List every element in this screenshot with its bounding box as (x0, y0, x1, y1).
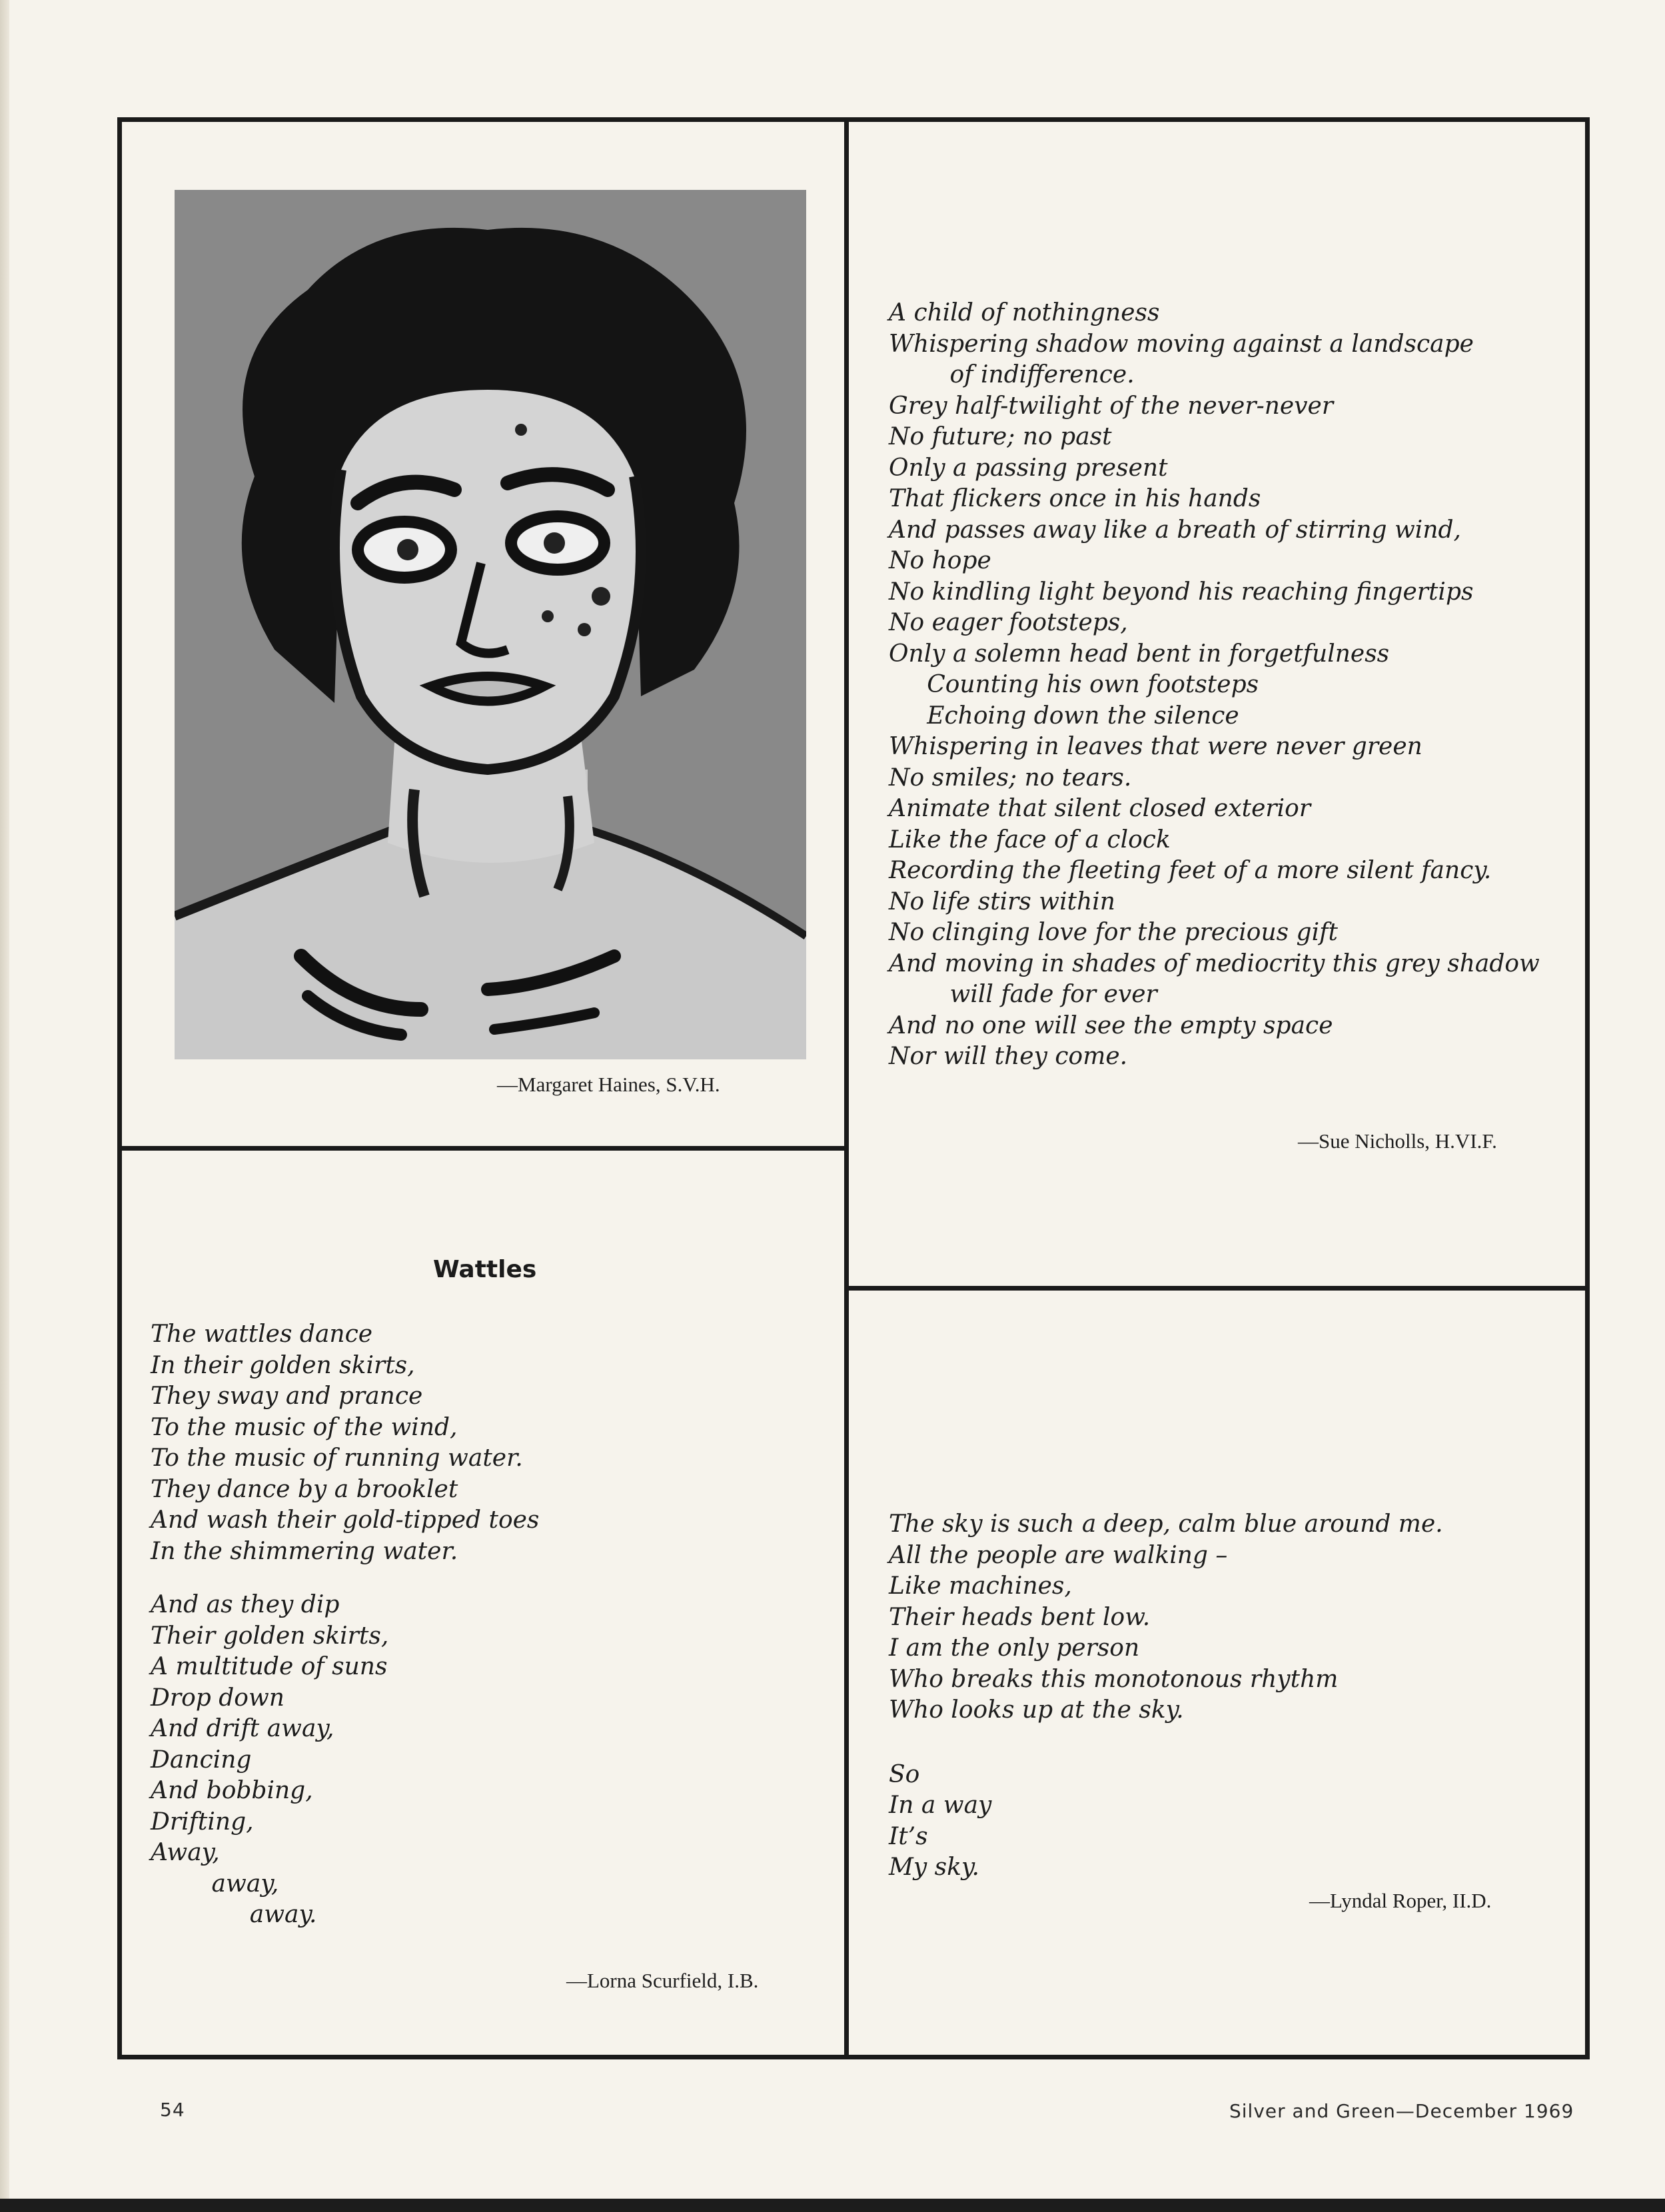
poem-line: Their golden skirts, (151, 1622, 389, 1650)
poem-line: It’s (889, 1822, 928, 1850)
poem-line: Grey half-twilight of the never-never (889, 392, 1334, 420)
poem-line: And bobbing, (151, 1777, 313, 1804)
poem-line: They dance by a brooklet (151, 1475, 458, 1503)
poem-line: Like machines, (889, 1572, 1072, 1600)
poem-sky-credit: —Lyndal Roper, II.D. (1309, 1889, 1492, 1912)
poem-line: Drifting, (151, 1808, 254, 1836)
artwork-credit: —Margaret Haines, S.V.H. (497, 1073, 720, 1096)
poem-sky (889, 1509, 1443, 1884)
poem-wattles-credit: —Lorna Scurfield, I.B. (566, 1969, 759, 1992)
column-divider (844, 117, 849, 2059)
poem-line: of indifference. (889, 361, 1135, 388)
poem-line: In a way (889, 1792, 992, 1819)
poem-line: Who looks up at the sky. (889, 1696, 1184, 1724)
poem-line: And drift away, (151, 1715, 334, 1742)
poem-line: Whispering shadow moving against a landscape (889, 330, 1474, 358)
poem-line: Only a solemn head bent in forgetfulness (889, 640, 1390, 668)
poem-line: In their golden skirts, (151, 1351, 415, 1379)
poem-top-right (889, 298, 1540, 1073)
poem-line: Echoing down the silence (889, 702, 1239, 730)
poem-line: To the music of running water. (151, 1444, 523, 1472)
poem-line: No smiles; no tears. (889, 764, 1132, 792)
stanza-break (151, 1567, 539, 1590)
publication-footer: Silver and Green—December 1969 (1229, 2100, 1574, 2122)
poem-line: All the people are walking – (889, 1541, 1228, 1569)
poem-line: Animate that silent closed exterior (889, 795, 1311, 822)
poem-line: No life stirs within (889, 887, 1115, 915)
poem-line: The sky is such a deep, calm blue around me. (889, 1510, 1443, 1538)
poem-line: To the music of the wind, (151, 1413, 458, 1441)
stanza-break (889, 1726, 1443, 1760)
poem-line: Whispering in leaves that were never green (889, 733, 1422, 760)
poem-line: A multitude of suns (151, 1653, 388, 1680)
poem-line: Recording the fleeting feet of a more silent fancy. (889, 857, 1492, 884)
poem-line: In the shimmering water. (151, 1537, 458, 1565)
poem-line: away. (151, 1901, 317, 1928)
portrait-drawing (175, 190, 806, 1059)
poem-line: No clinging love for the precious gift (889, 919, 1338, 946)
poem-line: Counting his own footsteps (889, 671, 1259, 698)
poem-line: The wattles dance (151, 1321, 373, 1348)
poem-line: And passes away like a breath of stirring wind, (889, 516, 1461, 544)
poem-line: Away, (151, 1839, 220, 1866)
poem-line: Only a passing present (889, 454, 1168, 482)
poem-line: And moving in shades of mediocrity this grey shadow (889, 949, 1540, 977)
poem-line: And no one will see the empty space (889, 1011, 1333, 1039)
poem-line: My sky. (889, 1854, 979, 1881)
poem-line: No kindling light beyond his reaching fingertips (889, 578, 1474, 606)
poem-line: Their heads bent low. (889, 1603, 1151, 1631)
poem-line: Nor will they come. (889, 1043, 1128, 1070)
poem-line: A child of nothingness (889, 299, 1160, 326)
poem-line: That flickers once in his hands (889, 485, 1261, 512)
right-row-divider (844, 1286, 1590, 1291)
poem-wattles (151, 1319, 539, 1931)
poem-top-right-credit: —Sue Nicholls, H.VI.F. (1298, 1129, 1497, 1153)
poem-line: No eager footsteps, (889, 609, 1128, 636)
poem-line: away, (151, 1870, 279, 1898)
poem-line: And wash their gold-tipped toes (151, 1506, 540, 1534)
page-edge (0, 0, 9, 2212)
poem-line: No future; no past (889, 423, 1112, 450)
poem-line: No hope (889, 547, 991, 574)
page-number: 54 (160, 2099, 185, 2121)
poem-line: And as they dip (151, 1591, 340, 1618)
poem-line: Like the face of a clock (889, 826, 1171, 853)
poem-line: Drop down (151, 1684, 284, 1712)
poem-line: Dancing (151, 1746, 252, 1774)
bottom-edge (0, 2199, 1665, 2212)
poem-line: So (889, 1760, 920, 1788)
poem-line: Who breaks this monotonous rhythm (889, 1665, 1339, 1693)
poem-line: They sway and prance (151, 1382, 423, 1410)
poem-line: I am the only person (889, 1634, 1140, 1662)
poem-line: will fade for ever (889, 981, 1157, 1008)
portrait-artwork (175, 190, 806, 1059)
poem-title-wattles: Wattles (433, 1256, 537, 1283)
left-row-divider (117, 1146, 849, 1151)
